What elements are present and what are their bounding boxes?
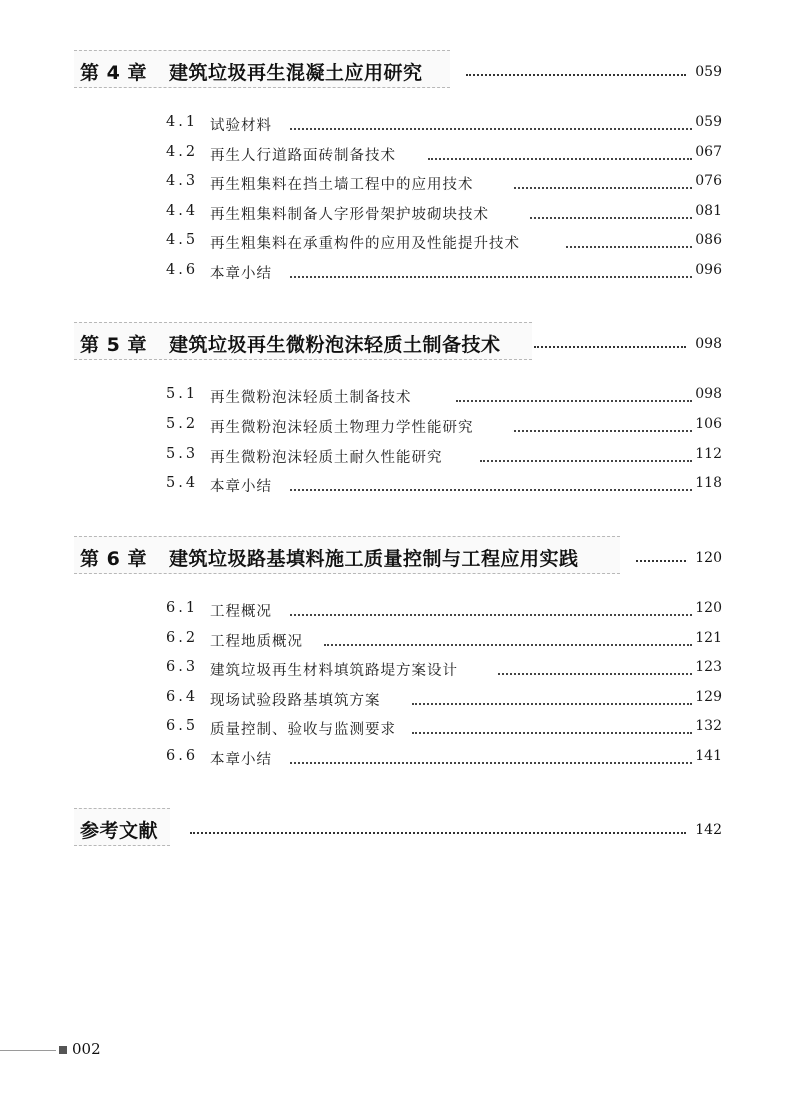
chapter-page-number: 059 (695, 64, 722, 80)
section-title: 建筑垃圾再生材料填筑路堤方案设计 (210, 663, 458, 679)
dot-leader (290, 761, 692, 764)
toc-entry[interactable] (166, 114, 722, 136)
section-number: 6.1 (166, 600, 199, 616)
chapter-title (80, 58, 422, 85)
toc-entry[interactable] (166, 203, 722, 225)
toc-entry[interactable] (166, 144, 722, 166)
dot-leader (290, 488, 692, 491)
section-title: 试验材料 (210, 118, 272, 134)
dot-leader (514, 186, 692, 189)
section-number: 5.2 (166, 416, 199, 432)
section-number: 6.2 (166, 630, 199, 646)
section-number: 4.5 (166, 232, 199, 248)
section-number: 5.1 (166, 386, 199, 402)
chapter-number: 第 5 章 (80, 334, 147, 356)
dot-leader (466, 72, 686, 76)
chapter-heading[interactable] (74, 322, 722, 362)
chapter-page-number: 098 (695, 336, 722, 352)
section-page-number: 121 (695, 630, 722, 646)
toc-entry[interactable] (166, 689, 722, 711)
footer-rule (0, 1050, 56, 1051)
dot-leader (290, 613, 692, 616)
toc-entry[interactable] (166, 748, 722, 770)
references-heading[interactable] (74, 808, 722, 848)
section-page-number: 096 (695, 262, 722, 278)
chapter-heading[interactable] (74, 536, 722, 576)
chapter-name: 建筑垃圾路基填料施工质量控制与工程应用实践 (168, 548, 579, 570)
dot-leader (498, 672, 692, 675)
section-title: 再生粗集料在承重构件的应用及性能提升技术 (210, 236, 520, 252)
section-title: 质量控制、验收与监测要求 (210, 722, 396, 738)
toc-entry[interactable] (166, 173, 722, 195)
section-page-number: 120 (695, 600, 722, 616)
toc-entry[interactable] (166, 718, 722, 740)
section-title: 工程概况 (210, 604, 272, 620)
chapter-title (80, 544, 578, 571)
dot-leader (428, 157, 692, 160)
dot-leader (190, 830, 686, 834)
chapter-name: 建筑垃圾再生微粉泡沫轻质土制备技术 (168, 334, 501, 356)
section-number: 5.3 (166, 446, 199, 462)
dot-leader (480, 459, 692, 462)
section-title: 再生人行道路面砖制备技术 (210, 148, 396, 164)
section-page-number: 123 (695, 659, 722, 675)
section-page-number: 118 (695, 475, 722, 491)
section-title: 现场试验段路基填筑方案 (210, 693, 381, 709)
toc-entry[interactable] (166, 600, 722, 622)
section-page-number: 081 (695, 203, 722, 219)
section-number: 6.3 (166, 659, 199, 675)
toc-entry[interactable] (166, 416, 722, 438)
toc-entry[interactable] (166, 446, 722, 468)
section-number: 4.2 (166, 144, 199, 160)
dot-leader (290, 275, 692, 278)
chapter-title (80, 330, 500, 357)
dot-leader (456, 399, 692, 402)
chapter-page-number: 120 (695, 550, 722, 566)
section-page-number: 132 (695, 718, 722, 734)
section-title: 本章小结 (210, 479, 272, 495)
dot-leader (534, 344, 686, 348)
section-page-number: 141 (695, 748, 722, 764)
dot-leader (412, 702, 692, 705)
section-page-number: 076 (695, 173, 722, 189)
section-number: 4.3 (166, 173, 199, 189)
section-number: 4.6 (166, 262, 199, 278)
chapter-number: 第 6 章 (80, 548, 147, 570)
section-title: 再生粗集料在挡土墙工程中的应用技术 (210, 177, 474, 193)
dot-leader (566, 245, 692, 248)
toc-entry[interactable] (166, 232, 722, 254)
section-number: 4.4 (166, 203, 199, 219)
section-title: 再生微粉泡沫轻质土耐久性能研究 (210, 450, 443, 466)
toc-entry[interactable] (166, 475, 722, 497)
section-title: 本章小结 (210, 266, 272, 282)
section-title: 再生粗集料制备人字形骨架护坡砌块技术 (210, 207, 489, 223)
section-page-number: 112 (695, 446, 722, 462)
section-title: 本章小结 (210, 752, 272, 768)
section-number: 6.4 (166, 689, 199, 705)
dot-leader (636, 558, 686, 562)
section-page-number: 129 (695, 689, 722, 705)
chapter-name: 建筑垃圾再生混凝土应用研究 (168, 62, 423, 84)
section-number: 4.1 (166, 114, 199, 130)
section-page-number: 059 (695, 114, 722, 130)
page-number: 002 (72, 1040, 101, 1058)
section-page-number: 086 (695, 232, 722, 248)
section-title: 工程地质概况 (210, 634, 303, 650)
section-number: 6.6 (166, 748, 199, 764)
dot-leader (530, 216, 692, 219)
dot-leader (514, 429, 692, 432)
footer-square-icon (59, 1046, 67, 1054)
dot-leader (412, 731, 692, 734)
toc-entry[interactable] (166, 262, 722, 284)
references-title: 参考文献 (80, 820, 159, 842)
chapter-number: 第 4 章 (80, 62, 147, 84)
section-page-number: 098 (695, 386, 722, 402)
references-page-number: 142 (695, 822, 722, 838)
toc-entry[interactable] (166, 386, 722, 408)
section-number: 5.4 (166, 475, 199, 491)
section-page-number: 067 (695, 144, 722, 160)
dot-leader (324, 643, 692, 646)
section-title: 再生微粉泡沫轻质土制备技术 (210, 390, 412, 406)
toc-entry[interactable] (166, 630, 722, 652)
chapter-heading[interactable] (74, 50, 722, 90)
toc-entry[interactable] (166, 659, 722, 681)
section-number: 6.5 (166, 718, 199, 734)
section-title: 再生微粉泡沫轻质土物理力学性能研究 (210, 420, 474, 436)
section-page-number: 106 (695, 416, 722, 432)
dot-leader (290, 127, 692, 130)
